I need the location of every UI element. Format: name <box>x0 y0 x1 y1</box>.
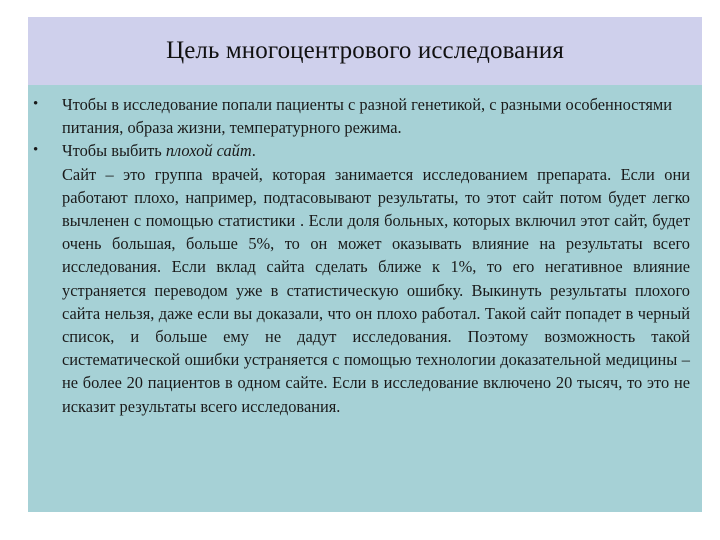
bullet-text: Чтобы в исследование попали пациенты с разной генетикой, с разными особенностями питания, образа жизни, температурного режима. <box>62 95 673 138</box>
bullet-icon: • <box>33 96 39 112</box>
bullet-text-prefix: Чтобы выбить <box>62 141 166 161</box>
title-banner <box>28 17 702 85</box>
bullet-item <box>28 139 702 162</box>
bullet-icon: • <box>33 142 39 159</box>
content-panel <box>28 85 702 512</box>
bullet-text-suffix: . <box>251 141 256 161</box>
body-paragraph: Сайт – это группа врачей, которая занимается исследованием препарата. Если они работают плохо, например, подтасовывают результаты, то этот сайт потом будет легко вычленен с помощью статистики . Если доля больных, которых включил этот сайт, будет очень большая, больше 5%, то он может оказывать влияние на результаты всего исследования. Если вклад сайта сделать ближе к 1%, то его негативное влияние устраняется переводом уже в статистическую ошибку. Выкинуть результаты плохого сайта нельзя, даже если вы доказали, что он плохо работал. Такой сайт попадет в черный список, и больше ему не дадут исследования. Поэтому возможность такой систематической ошибки устраняется с помощью технологии доказательной медицины – не более 20 пациентов в одном сайте. Если в исследование включено 20 тысяч, то это не исказит результаты всего исследования. <box>62 164 690 416</box>
slide-body <box>28 93 702 418</box>
bullet-text-emphasis: плохой сайт <box>165 141 252 161</box>
bullet-item <box>28 93 702 139</box>
slide-title: Цель многоцентрового исследования <box>166 37 564 64</box>
